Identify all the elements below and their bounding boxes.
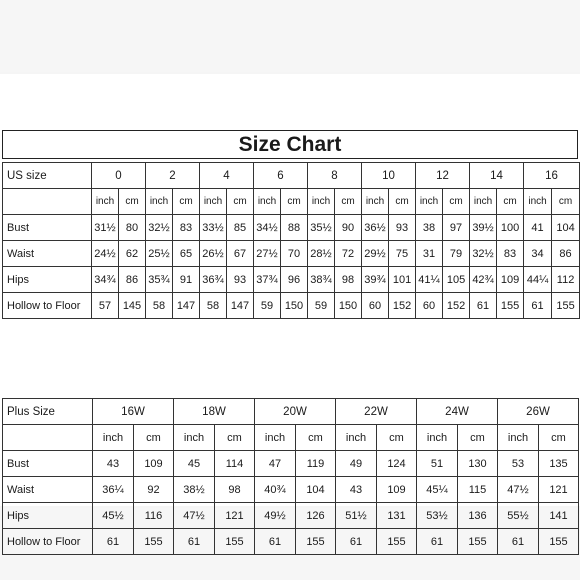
unit-inch-label: inch	[362, 189, 389, 215]
table-row	[3, 267, 580, 293]
unit-cm-label: cm	[296, 425, 336, 451]
unit-inch-label: inch	[92, 189, 119, 215]
measurement-value: 55½	[498, 503, 539, 529]
measurement-value: 51	[417, 451, 458, 477]
measurement-value: 124	[377, 451, 417, 477]
plus-size-header: 26W	[498, 399, 579, 425]
measurement-value: 43	[336, 477, 377, 503]
unit-inch-label: inch	[308, 189, 335, 215]
measurement-value: 114	[215, 451, 255, 477]
us-size-header: 6	[254, 163, 308, 189]
measurement-value: 83	[497, 241, 524, 267]
unit-cm-label: cm	[227, 189, 254, 215]
measurement-value: 58	[146, 293, 173, 319]
unit-inch-label: inch	[336, 425, 377, 451]
measurement-value: 155	[377, 529, 417, 555]
measurement-value: 32½	[470, 241, 497, 267]
measurement-value: 25½	[146, 241, 173, 267]
measurement-value: 43	[93, 451, 134, 477]
measurement-value: 61	[93, 529, 134, 555]
size-chart-sheet	[0, 74, 580, 548]
unit-cm-label: cm	[552, 189, 580, 215]
measurement-value: 152	[443, 293, 470, 319]
plus-size-header-row	[3, 399, 579, 425]
measurement-value: 34¾	[92, 267, 119, 293]
measurement-value: 105	[443, 267, 470, 293]
unit-cm-label: cm	[458, 425, 498, 451]
plus-units-row	[3, 425, 579, 451]
unit-cm-label: cm	[335, 189, 362, 215]
measurement-value: 53½	[417, 503, 458, 529]
measurement-value: 34	[524, 241, 552, 267]
measurement-value: 79	[443, 241, 470, 267]
measurement-value: 109	[377, 477, 417, 503]
unit-cm-label: cm	[134, 425, 174, 451]
measurement-value: 155	[552, 293, 580, 319]
measurement-value: 91	[173, 267, 200, 293]
measurement-value: 150	[335, 293, 362, 319]
measurement-value: 72	[335, 241, 362, 267]
measurement-value: 60	[362, 293, 389, 319]
measurement-value: 61	[255, 529, 296, 555]
measurement-value: 104	[296, 477, 336, 503]
plus-size-header: 20W	[255, 399, 336, 425]
measurement-value: 59	[308, 293, 335, 319]
measurement-value: 116	[134, 503, 174, 529]
measurement-value: 109	[497, 267, 524, 293]
us-header-label: US size	[3, 163, 92, 189]
measurement-value: 147	[227, 293, 254, 319]
measurement-value: 35¾	[146, 267, 173, 293]
measurement-value: 60	[416, 293, 443, 319]
measurement-value: 35½	[308, 215, 335, 241]
us-size-header: 0	[92, 163, 146, 189]
measurement-value: 100	[497, 215, 524, 241]
measurement-value: 61	[336, 529, 377, 555]
measurement-value: 152	[389, 293, 416, 319]
unit-inch-label: inch	[470, 189, 497, 215]
measurement-value: 51½	[336, 503, 377, 529]
us-size-header: 8	[308, 163, 362, 189]
measurement-label: Hollow to Floor	[3, 529, 93, 555]
plus-header-label: Plus Size	[3, 399, 93, 425]
measurement-value: 32½	[146, 215, 173, 241]
unit-inch-label: inch	[255, 425, 296, 451]
measurement-value: 61	[524, 293, 552, 319]
measurement-label: Hips	[3, 267, 92, 293]
measurement-value: 98	[215, 477, 255, 503]
us-units-blank	[3, 189, 92, 215]
measurement-value: 121	[539, 477, 579, 503]
unit-cm-label: cm	[377, 425, 417, 451]
measurement-value: 36¾	[200, 267, 227, 293]
measurement-value: 119	[296, 451, 336, 477]
us-size-header: 14	[470, 163, 524, 189]
us-units-row	[3, 189, 580, 215]
measurement-value: 80	[119, 215, 146, 241]
plus-size-table	[2, 398, 579, 555]
measurement-value: 57	[92, 293, 119, 319]
measurement-value: 45	[174, 451, 215, 477]
unit-inch-label: inch	[146, 189, 173, 215]
measurement-value: 31	[416, 241, 443, 267]
measurement-value: 155	[458, 529, 498, 555]
unit-inch-label: inch	[498, 425, 539, 451]
unit-cm-label: cm	[539, 425, 579, 451]
measurement-value: 61	[470, 293, 497, 319]
us-size-header: 2	[146, 163, 200, 189]
measurement-value: 109	[134, 451, 174, 477]
measurement-label: Bust	[3, 451, 93, 477]
measurement-label: Bust	[3, 215, 92, 241]
unit-inch-label: inch	[174, 425, 215, 451]
table-row	[3, 293, 580, 319]
measurement-value: 86	[119, 267, 146, 293]
chart-title: Size Chart	[3, 131, 578, 159]
measurement-value: 61	[174, 529, 215, 555]
measurement-value: 155	[296, 529, 336, 555]
measurement-value: 44¼	[524, 267, 552, 293]
measurement-value: 86	[552, 241, 580, 267]
measurement-value: 104	[552, 215, 580, 241]
measurement-value: 93	[389, 215, 416, 241]
table-row	[3, 477, 579, 503]
measurement-value: 136	[458, 503, 498, 529]
measurement-value: 26½	[200, 241, 227, 267]
measurement-value: 67	[227, 241, 254, 267]
measurement-value: 38	[416, 215, 443, 241]
measurement-value: 121	[215, 503, 255, 529]
measurement-value: 28½	[308, 241, 335, 267]
unit-cm-label: cm	[497, 189, 524, 215]
us-size-header: 12	[416, 163, 470, 189]
measurement-value: 36½	[362, 215, 389, 241]
table-row	[3, 529, 579, 555]
measurement-value: 41	[524, 215, 552, 241]
measurement-value: 47½	[174, 503, 215, 529]
plus-size-header: 22W	[336, 399, 417, 425]
measurement-value: 39½	[470, 215, 497, 241]
unit-inch-label: inch	[200, 189, 227, 215]
unit-inch-label: inch	[417, 425, 458, 451]
unit-cm-label: cm	[281, 189, 308, 215]
measurement-value: 53	[498, 451, 539, 477]
measurement-value: 40¾	[255, 477, 296, 503]
unit-cm-label: cm	[215, 425, 255, 451]
title-table	[2, 130, 578, 159]
measurement-value: 85	[227, 215, 254, 241]
us-size-header: 10	[362, 163, 416, 189]
measurement-value: 115	[458, 477, 498, 503]
measurement-value: 155	[134, 529, 174, 555]
plus-units-blank	[3, 425, 93, 451]
unit-inch-label: inch	[416, 189, 443, 215]
measurement-value: 90	[335, 215, 362, 241]
us-size-table	[2, 162, 580, 319]
unit-inch-label: inch	[524, 189, 552, 215]
measurement-label: Waist	[3, 477, 93, 503]
measurement-value: 38½	[174, 477, 215, 503]
unit-inch-label: inch	[93, 425, 134, 451]
table-row	[3, 215, 580, 241]
measurement-value: 33½	[200, 215, 227, 241]
plus-size-header: 24W	[417, 399, 498, 425]
measurement-value: 47	[255, 451, 296, 477]
us-size-header-row	[3, 163, 580, 189]
measurement-value: 70	[281, 241, 308, 267]
unit-cm-label: cm	[173, 189, 200, 215]
measurement-value: 59	[254, 293, 281, 319]
measurement-value: 147	[173, 293, 200, 319]
measurement-value: 101	[389, 267, 416, 293]
measurement-value: 155	[539, 529, 579, 555]
measurement-value: 27½	[254, 241, 281, 267]
measurement-value: 155	[215, 529, 255, 555]
measurement-value: 49½	[255, 503, 296, 529]
measurement-value: 49	[336, 451, 377, 477]
measurement-value: 112	[552, 267, 580, 293]
measurement-value: 93	[227, 267, 254, 293]
measurement-value: 62	[119, 241, 146, 267]
table-row	[3, 241, 580, 267]
measurement-value: 145	[119, 293, 146, 319]
table-row	[3, 503, 579, 529]
measurement-value: 45¼	[417, 477, 458, 503]
measurement-value: 34½	[254, 215, 281, 241]
unit-inch-label: inch	[254, 189, 281, 215]
measurement-value: 39¾	[362, 267, 389, 293]
measurement-value: 98	[335, 267, 362, 293]
measurement-label: Hips	[3, 503, 93, 529]
measurement-value: 135	[539, 451, 579, 477]
measurement-value: 131	[377, 503, 417, 529]
measurement-value: 130	[458, 451, 498, 477]
unit-cm-label: cm	[389, 189, 416, 215]
table-row	[3, 451, 579, 477]
measurement-value: 75	[389, 241, 416, 267]
measurement-label: Hollow to Floor	[3, 293, 92, 319]
measurement-value: 36¼	[93, 477, 134, 503]
measurement-value: 150	[281, 293, 308, 319]
us-size-header: 4	[200, 163, 254, 189]
measurement-value: 45½	[93, 503, 134, 529]
measurement-value: 83	[173, 215, 200, 241]
plus-size-header: 16W	[93, 399, 174, 425]
measurement-value: 61	[417, 529, 458, 555]
measurement-value: 96	[281, 267, 308, 293]
measurement-value: 29½	[362, 241, 389, 267]
measurement-value: 31½	[92, 215, 119, 241]
measurement-value: 65	[173, 241, 200, 267]
measurement-value: 92	[134, 477, 174, 503]
measurement-value: 126	[296, 503, 336, 529]
unit-cm-label: cm	[119, 189, 146, 215]
measurement-value: 42¾	[470, 267, 497, 293]
measurement-value: 88	[281, 215, 308, 241]
us-size-header: 16	[524, 163, 580, 189]
measurement-value: 41¼	[416, 267, 443, 293]
measurement-value: 141	[539, 503, 579, 529]
measurement-value: 47½	[498, 477, 539, 503]
measurement-value: 155	[497, 293, 524, 319]
measurement-value: 24½	[92, 241, 119, 267]
measurement-label: Waist	[3, 241, 92, 267]
measurement-value: 58	[200, 293, 227, 319]
measurement-value: 37¾	[254, 267, 281, 293]
measurement-value: 61	[498, 529, 539, 555]
unit-cm-label: cm	[443, 189, 470, 215]
measurement-value: 38¾	[308, 267, 335, 293]
plus-size-header: 18W	[174, 399, 255, 425]
measurement-value: 97	[443, 215, 470, 241]
top-background-band	[0, 0, 580, 72]
